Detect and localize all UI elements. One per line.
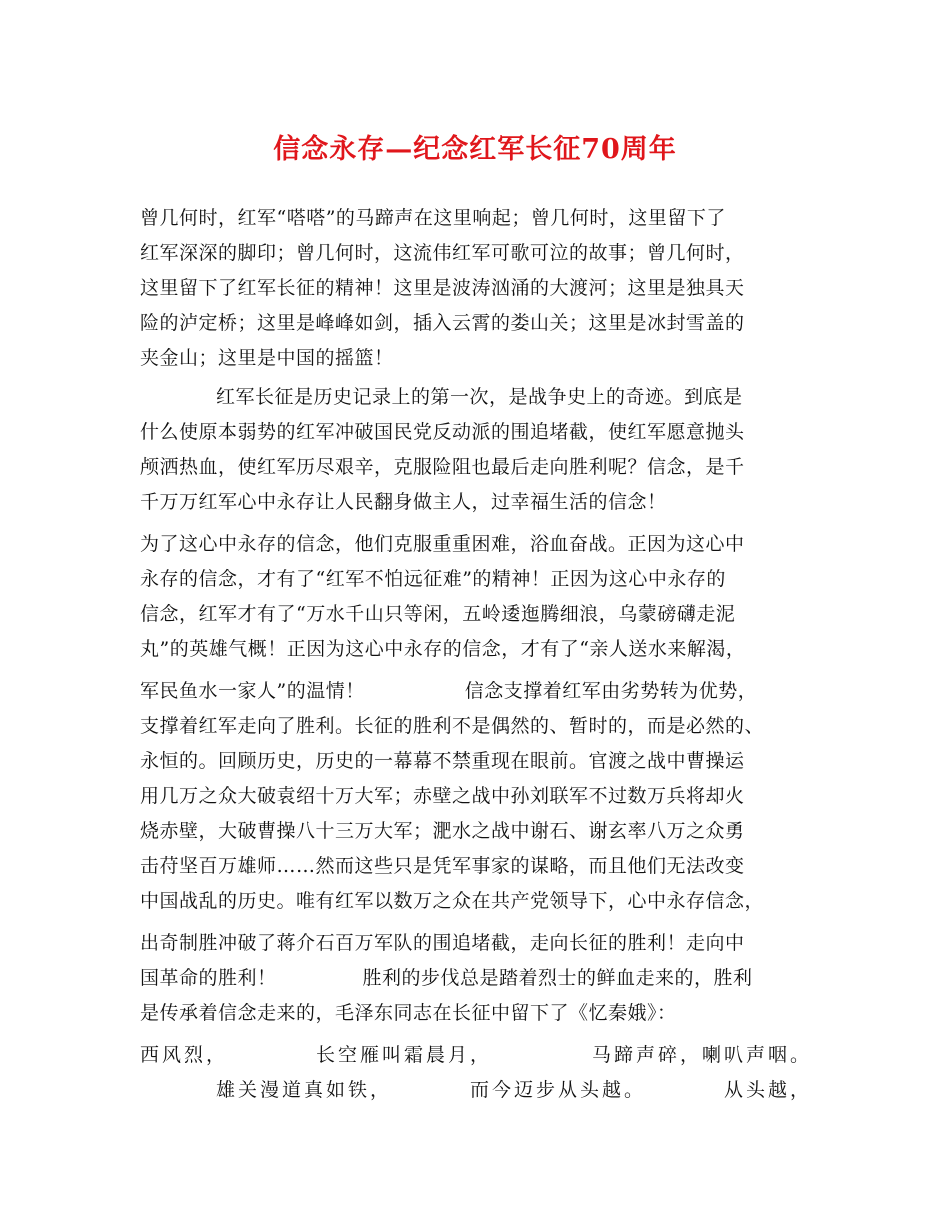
body-line: 击苻坚百万雄师……然而这些只是凭军事家的谋略，而且他们无法改变 bbox=[140, 855, 745, 877]
body-line: 是传承着信念走来的，毛泽东同志在长征中留下了《忆秦娥》： bbox=[140, 1002, 677, 1024]
poem-phrase: 马蹄声碎，喇叭声咽。 bbox=[592, 1044, 813, 1066]
body-line: 信念，红军才有了“万水千山只等闲，五岭逶迤腾细浪，乌蒙磅礴走泥 bbox=[140, 603, 736, 625]
body-line: 红军深深的脚印；曾几何时，这流伟红军可歌可泣的故事；曾几何时， bbox=[140, 242, 745, 264]
poem-phrase: 长空雁叫霜晨月， bbox=[316, 1044, 493, 1066]
body-line bbox=[140, 676, 757, 706]
poem-phrase: 西风烈， bbox=[140, 1044, 229, 1066]
body-line: 千万万红军心中永存让人民翻身做主人，过幸福生活的信念！ bbox=[140, 491, 667, 513]
body-line: 这里留下了红军长征的精神！这里是波涛汹涌的大渡河；这里是独具天 bbox=[140, 277, 745, 299]
poem-phrase: 雄关漫道真如铁， bbox=[216, 1079, 393, 1101]
document-title: 信念永存—纪念红军长征70周年 bbox=[273, 134, 677, 165]
body-line: 出奇制胜冲破了蒋介石百万军队的围追堵截，走向长征的胜利！走向中 bbox=[140, 932, 745, 954]
body-line: 颅洒热血，使红军历尽艰辛，克服险阻也最后走向胜利呢？信念，是千 bbox=[140, 456, 745, 478]
body-line: 红军长征是历史记录上的第一次，是战争史上的奇迹。到底是 bbox=[216, 386, 743, 408]
body-line: 支撑着红军走向了胜利。长征的胜利不是偶然的、暂时的，而是必然的、 bbox=[140, 715, 765, 737]
body-line: 中国战乱的历史。唯有红军以数万之众在共产党领导下，心中永存信念， bbox=[140, 890, 765, 912]
body-line: 用几万之众大破袁绍十万大军；赤壁之战中孙刘联军不过数万兵将却火 bbox=[140, 785, 745, 807]
body-line: 曾几何时，红军“嗒嗒”的马蹄声在这里响起；曾几何时，这里留下了 bbox=[140, 207, 726, 229]
body-line: 永存的信念，才有了“红军不怕远征难”的精神！正因为这心中永存的 bbox=[140, 568, 726, 590]
body-line-segment: 军民鱼水一家人”的温情！ bbox=[140, 680, 365, 702]
body-line: 什么使原本弱势的红军冲破国民党反动派的围追堵截，使红军愿意抛头 bbox=[140, 421, 745, 443]
body-line-segment: 胜利的步伐总是踏着烈士的鲜血走来的，胜利 bbox=[362, 967, 753, 989]
body-line: 丸”的英雄气概！正因为这心中永存的信念，才有了“亲人送水来解渴， bbox=[140, 638, 746, 660]
body-line-segment: 国革命的胜利！ bbox=[140, 967, 277, 989]
body-line-segment: 信念支撑着红军由劣势转为优势， bbox=[464, 680, 758, 702]
poem-phrase: 从头越， bbox=[724, 1079, 813, 1101]
body-line: 烧赤壁，大破曹操八十三万大军；淝水之战中谢石、谢玄率八万之众勇 bbox=[140, 820, 745, 842]
body-line: 永恒的。回顾历史，历史的一幕幕不禁重现在眼前。官渡之战中曹操运 bbox=[140, 750, 745, 772]
poem-phrase: 而今迈步从头越。 bbox=[470, 1079, 647, 1101]
body-line: 夹金山；这里是中国的摇篮！ bbox=[140, 347, 394, 369]
body-line bbox=[140, 963, 753, 993]
body-line: 险的泸定桥；这里是峰峰如剑，插入云霄的娄山关；这里是冰封雪盖的 bbox=[140, 312, 745, 334]
body-line: 为了这心中永存的信念，他们克服重重困难，浴血奋战。正因为这心中 bbox=[140, 533, 745, 555]
